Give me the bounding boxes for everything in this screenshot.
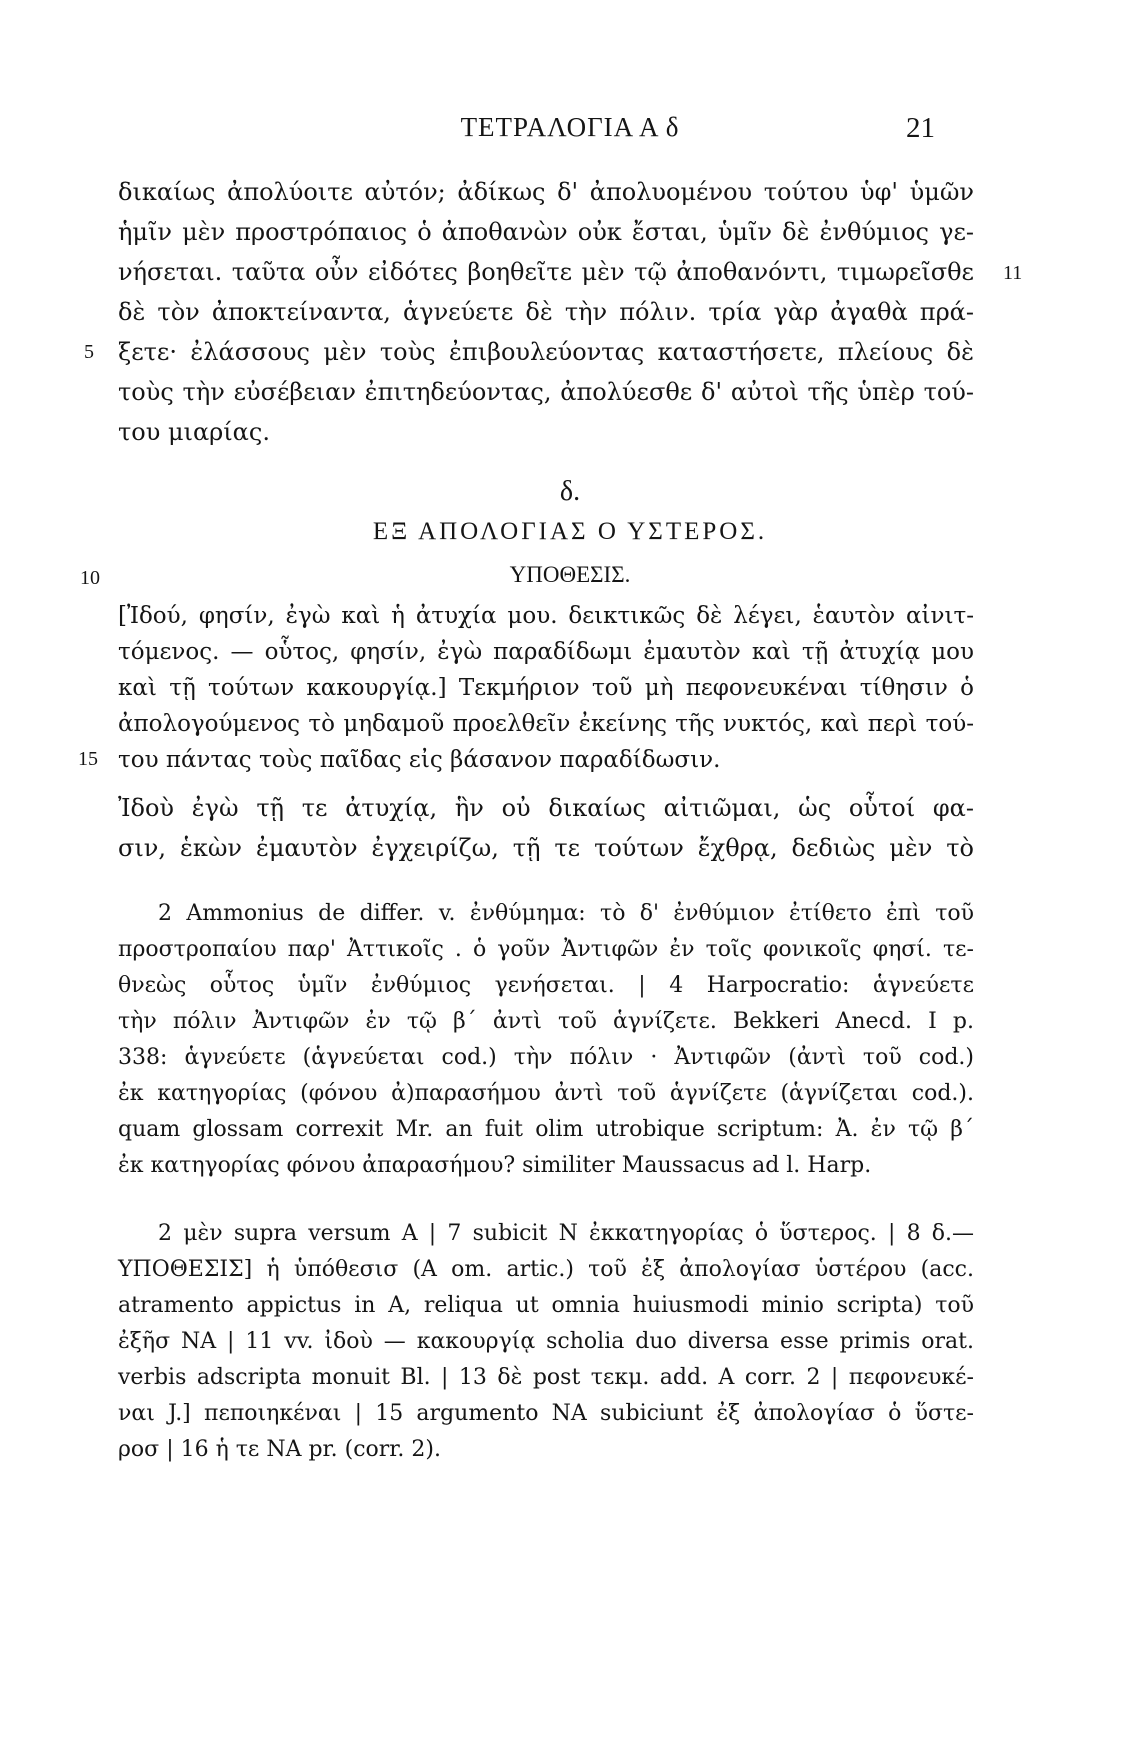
text-line: δικαίως ἀπολύοιτε αὐτόν; ἀδίκως δ' ἀπολυομένου τούτου ὑφ' ὑμῶν [118,178,974,206]
testimonia-line: 2 Ammonius de differ. v. ἐνθύμημα: τὸ δ' ἐνθύμιον ἐτίθετο ἐπὶ τοῦ [158,901,974,926]
text-line: του μιαρίας. [118,418,270,446]
argument-line: καὶ τῇ τούτων κακουργίᾳ.] Τεκμήριον τοῦ μὴ πεφονευκέναι τίθησιν ὁ [118,675,974,701]
margin-number: 5 [84,341,94,363]
running-header: ΤΕΤΡΑΛΟΓΙΑ Α δ [460,112,680,142]
section-letter: δ. [559,476,581,507]
apparatus-line: ροσ | 16 ἡ τε NA pr. (corr. 2). [118,1437,441,1462]
text-line: Ἰδοὺ ἐγὼ τῇ τε ἀτυχίᾳ, ἣν οὐ δικαίως αἰτιῶμαι, ὡς οὗτοί φα- [118,794,974,822]
section-title: ΕΞ ΑΠΟΛΟΓΙΑΣ Ο ΥΣΤΕΡΟΣ. [372,518,768,545]
margin-number: 11 [1003,262,1023,284]
testimonia-line: ἐκ κατηγορίας (φόνου ἀ)παρασήμου ἀντὶ τοῦ ἁγνίζετε (ἁγνίζεται cod.). [118,1081,974,1106]
margin-number: 15 [78,748,98,770]
text-line: ἡμῖν μὲν προστρόπαιος ὁ ἀποθανὼν οὐκ ἔσται, ὑμῖν δὲ ἐνθύμιος γε- [118,218,974,246]
testimonia-line: 338: ἁγνεύετε (ἁγνεύεται cod.) τὴν πόλιν · Ἀντιφῶν (ἀντὶ τοῦ cod.) [118,1045,974,1070]
apparatus-line: verbis adscripta monuit Bl. | 13 δὲ post τεκμ. add. A corr. 2 | πεφονευκέ- [118,1365,974,1390]
testimonia-line: προστροπαίου παρ' Ἀττικοῖς . ὁ γοῦν Ἀντιφῶν ἐν τοῖς φονικοῖς φησί. τε- [118,937,974,962]
text-line: δὲ τὸν ἀποκτείναντα, ἁγνεύετε δὲ τὴν πόλιν. τρία γὰρ ἀγαθὰ πρά- [118,298,974,326]
apparatus-line: ΥΠΟΘΕΣΙΣ] ἡ ὑπόθεσισ (A om. artic.) τοῦ ἐξ ἀπολογίασ ὑστέρου (acc. [118,1257,974,1282]
argument-line: [Ἰδού, φησίν, ἐγὼ καὶ ἡ ἀτυχία μου. δεικτικῶς δὲ λέγει, ἑαυτὸν αἰνιτ- [118,603,974,629]
apparatus-line: ἐξῆσ NA | 11 vv. ἰδοὺ — κακουργίᾳ scholia duo diversa esse primis orat. [118,1329,974,1354]
text-line: σιν, ἑκὼν ἐμαυτὸν ἐγχειρίζω, τῇ τε τούτων ἔχθρᾳ, δεδιὼς μὲν τὸ [118,834,974,862]
text-line: τοὺς τὴν εὐσέβειαν ἐπιτηδεύοντας, ἀπολύεσθε δ' αὐτοὶ τῆς ὑπὲρ τού- [118,378,974,406]
testimonia-line: τὴν πόλιν Ἀντιφῶν ἐν τῷ β΄ ἀντὶ τοῦ ἁγνίζετε. Bekkeri Anecd. I p. [118,1009,974,1034]
apparatus-line: ναι J.] πεποιηκέναι | 15 argumento NA subiciunt ἐξ ἀπολογίασ ὁ ὕστε- [118,1401,974,1426]
argument-line: τόμενος. — οὗτος, φησίν, ἐγὼ παραδίδωμι ἐμαυτὸν καὶ τῇ ἀτυχίᾳ μου [118,639,974,665]
argument-line: του πάντας τοὺς παῖδας εἰς βάσανον παραδίδωσιν. [118,747,721,773]
testimonia-line: θνεὼς οὗτος ὑμῖν ἐνθύμιος γενήσεται. | 4 Harpocratio: ἁγνεύετε [118,973,974,998]
testimonia-line: ἐκ κατηγορίας φόνου ἀπαρασήμου? similiter Maussacus ad l. Harp. [118,1153,872,1178]
apparatus-line: atramento appictus in A, reliqua ut omnia huiusmodi minio scripta) τοῦ [118,1293,974,1318]
text-line: νήσεται. ταῦτα οὖν εἰδότες βοηθεῖτε μὲν τῷ ἀποθανόντι, τιμωρεῖσθε [118,258,974,286]
text-line: ξετε· ἐλάσσους μὲν τοὺς ἐπιβουλεύοντας καταστήσετε, πλείους δὲ [118,338,974,366]
apparatus-line: 2 μὲν supra versum A | 7 subicit N ἐκκατηγορίας ὁ ὕστερος. | 8 δ.— [158,1221,974,1246]
argument-line: ἀπολογούμενος τὸ μηδαμοῦ προελθεῖν ἐκείνης τῆς νυκτός, καὶ περὶ τού- [118,711,974,737]
testimonia-line: quam glossam correxit Mr. an fuit olim utrobique scriptum: Ἀ. ἐν τῷ β΄ [118,1117,974,1142]
section-subtitle: ΥΠΟΘΕΣΙΣ. [509,562,631,587]
margin-number: 10 [80,567,100,589]
page-number: 21 [906,112,935,144]
